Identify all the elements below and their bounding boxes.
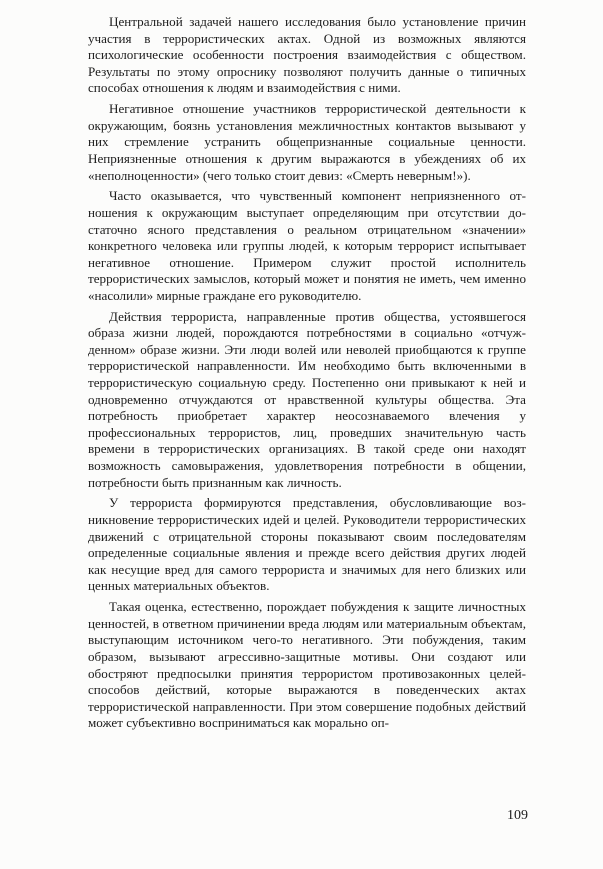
paragraph-3: Часто оказывается, что чувственный компонент неприязненного отношения к окружающим выступает определяющим при отсутствии достаточно ясного представления о реальном отрицательном «значении» конкретного человека или группы людей, к которым террорист испытывает негативное отношение. Примером служит простой исполнитель террористических замыслов, который может и понятия не иметь, чем именно «насолили» мирные граждане его руководителю. bbox=[88, 188, 526, 303]
paragraph-2: Негативное отношение участников террористической деятельности к окружающим, боязнь установления межличностных контактов вызывают у них стремление устранить общепризнанные социальные ценности. Неприязненные отношения к другим выражаются в убеждениях об их «неполноценности» (чего только стоит девиз: «Смерть неверным!»). bbox=[88, 101, 526, 183]
paragraph-4: Действия террориста, направленные против общества, устоявшегося образа жизни людей, порождаются потребностями в социально «отчужденном» образе жизни. Эти люди волей или неволей приобщаются к группе террористической направленности. Им необходимо быть включенными в террористическую социальную среду. Постепенно они привыкают к ней и одновременно отчуждаются от нравственной культуры общества. Эта потребность приобретает характер неосознаваемого влечения у профессиональных террористов, лиц, проведших значительную часть времени в террористических организациях. В такой среде они находят возможность самовыражения, удовлетворения потребности в общении, потребности быть признанным как личность. bbox=[88, 308, 526, 490]
paragraph-1: Центральной задачей нашего исследования было установление причин участия в террористических актах. Одной из возможных являются психологические особенности построения взаимодействия с обществом. Результаты по этому опроснику позволяют получить данные о типичных способах отношения к людям и взаимодействия с ними. bbox=[88, 14, 526, 96]
paragraph-6: Такая оценка, естественно, порождает побуждения к защите личностных ценностей, в ответном причинении вреда людям или материальным объектам, выступающим источником чего-то негативного. Эти побуждения, таким образом, вызывают агрессивно-защитные мотивы. Они создают или обостряют предпосылки принятия террористом противозаконных целей-способов действий, которые выражаются в поведенческих актах террористической направленности. При этом совершение подобных действий может субъективно восприниматься как морально оп- bbox=[88, 599, 526, 731]
page-number: 109 bbox=[507, 808, 528, 823]
body-text bbox=[88, 14, 526, 736]
paragraph-5: У террориста формируются представления, обусловливающие возникновение террористических идей и целей. Руководители террористических движений с отрицательной стороны показывают своим последователям определенные социальные явления и прежде всего действия других людей как несущие вред для самого террориста и значимых для него близких или ценных материальных объектов. bbox=[88, 495, 526, 594]
